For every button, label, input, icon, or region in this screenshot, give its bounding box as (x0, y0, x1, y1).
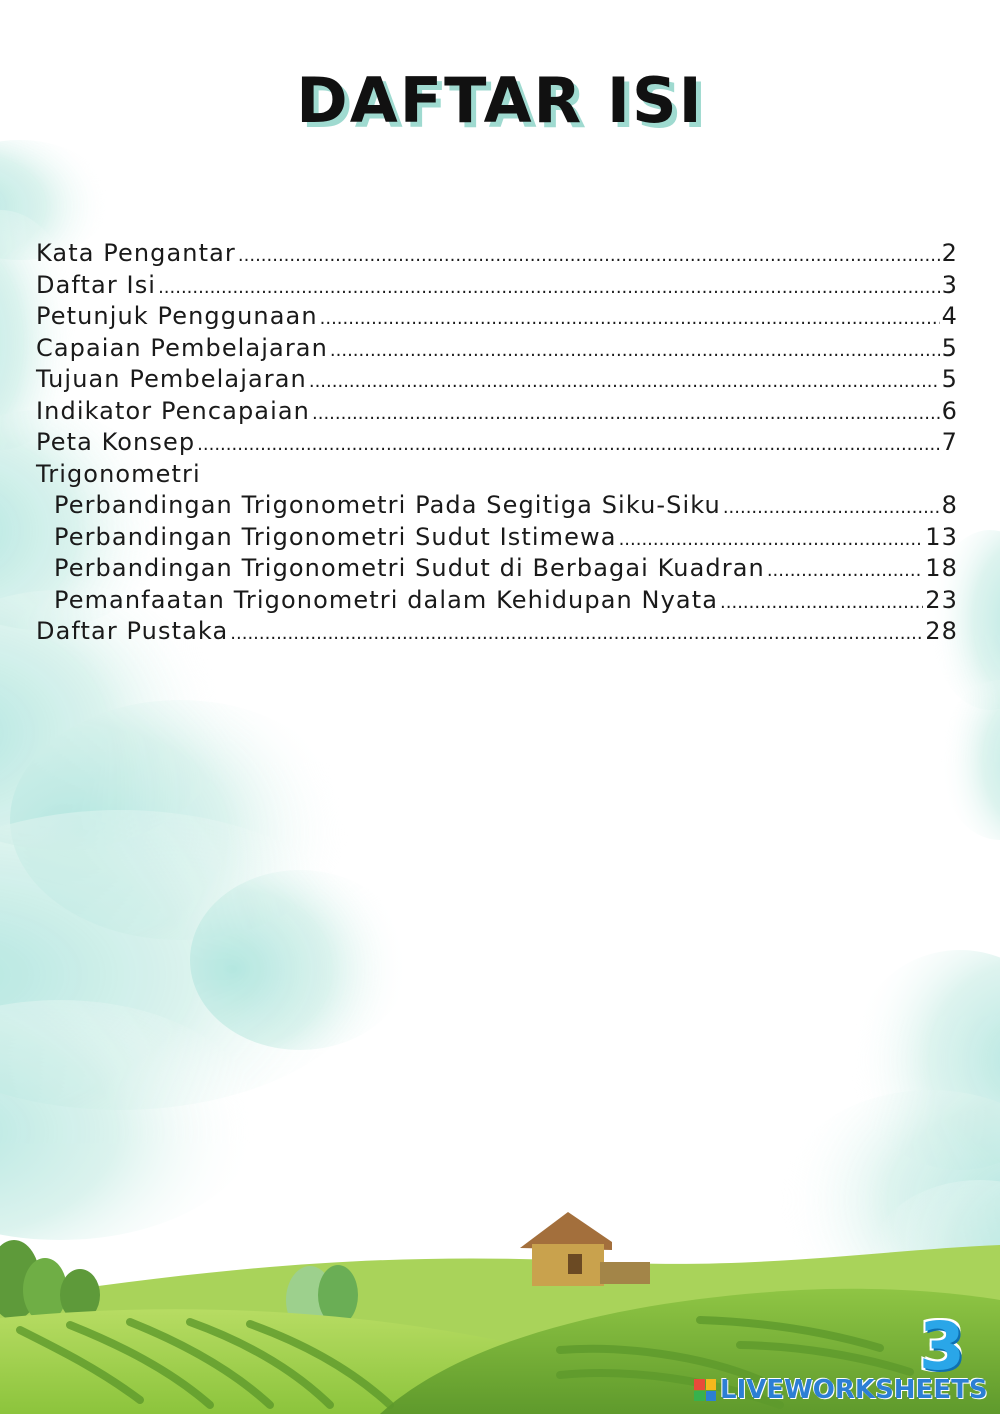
toc-entry-label: Tujuan Pembelajaran (36, 365, 307, 393)
toc-entry-label: Daftar Pustaka (36, 617, 229, 645)
right-cloud-group (780, 530, 1000, 1340)
toc-entry-label: Indikator Pencapaian (36, 396, 310, 425)
toc-entry (36, 427, 958, 459)
toc-leader-dots (197, 429, 939, 461)
toc-entry-label: Daftar Isi (36, 270, 157, 299)
table-of-contents (36, 238, 958, 648)
toc-leader-dots (312, 398, 940, 430)
toc-entry (36, 301, 958, 333)
toc-leader-dots (158, 272, 940, 304)
toc-leader-dots (238, 240, 940, 272)
toc-leader-dots (320, 303, 940, 335)
toc-entry (36, 238, 958, 270)
toc-entry-label: Perbandingan Trigonometri Sudut di Berbagai Kuadran (54, 554, 765, 582)
toc-entry-label: Peta Konsep (36, 428, 196, 456)
page-title: DAFTAR ISI (296, 64, 704, 137)
toc-leader-dots (330, 335, 940, 367)
toc-entry-label: Pemanfaatan Trigonometri dalam Kehidupan Nyata (54, 585, 719, 614)
toc-entry-page: 2 (941, 239, 958, 267)
toc-entry-page: 6 (941, 396, 958, 425)
toc-entry-page: 3 (941, 270, 958, 299)
toc-leader-dots (767, 555, 923, 587)
toc-entry-page: 5 (941, 333, 958, 362)
toc-entry (36, 396, 958, 428)
toc-entry-label: Perbandingan Trigonometri Sudut Istimewa (54, 522, 617, 551)
toc-entry-page: 13 (925, 522, 958, 551)
toc-entry (36, 616, 958, 648)
toc-leader-dots (309, 366, 940, 398)
toc-section-heading (36, 459, 958, 491)
toc-entry-page: 8 (941, 491, 958, 519)
toc-entry-label: Trigonometri (36, 459, 201, 488)
toc-entry-label: Kata Pengantar (36, 239, 236, 267)
toc-entry (36, 585, 958, 617)
toc-entry (36, 364, 958, 396)
toc-entry-page: 28 (925, 617, 958, 645)
toc-entry-label: Petunjuk Penggunaan (36, 302, 318, 330)
toc-leader-dots (720, 587, 923, 619)
toc-entry-page: 4 (941, 302, 958, 330)
toc-entry (36, 522, 958, 554)
liveworksheets-logo-icon (694, 1379, 716, 1401)
toc-leader-dots (723, 492, 940, 524)
toc-entry-page: 23 (925, 585, 958, 614)
toc-leader-dots (230, 618, 923, 650)
page-number: 3 (919, 1308, 965, 1385)
toc-entry-page: 5 (941, 365, 958, 393)
liveworksheets-watermark (694, 1374, 988, 1406)
house (520, 1212, 650, 1286)
toc-entry (36, 270, 958, 302)
watermark-text: LIVEWORKSHEETS (720, 1375, 988, 1405)
toc-entry-label: Perbandingan Trigonometri Pada Segitiga Siku-Siku (54, 491, 721, 519)
toc-entry-page: 7 (941, 428, 958, 456)
toc-entry (36, 333, 958, 365)
toc-entry (36, 490, 958, 522)
toc-leader-dots (619, 524, 924, 556)
toc-entry-label: Capaian Pembelajaran (36, 333, 328, 362)
toc-entry-page: 18 (925, 554, 958, 582)
toc-entry (36, 553, 958, 585)
